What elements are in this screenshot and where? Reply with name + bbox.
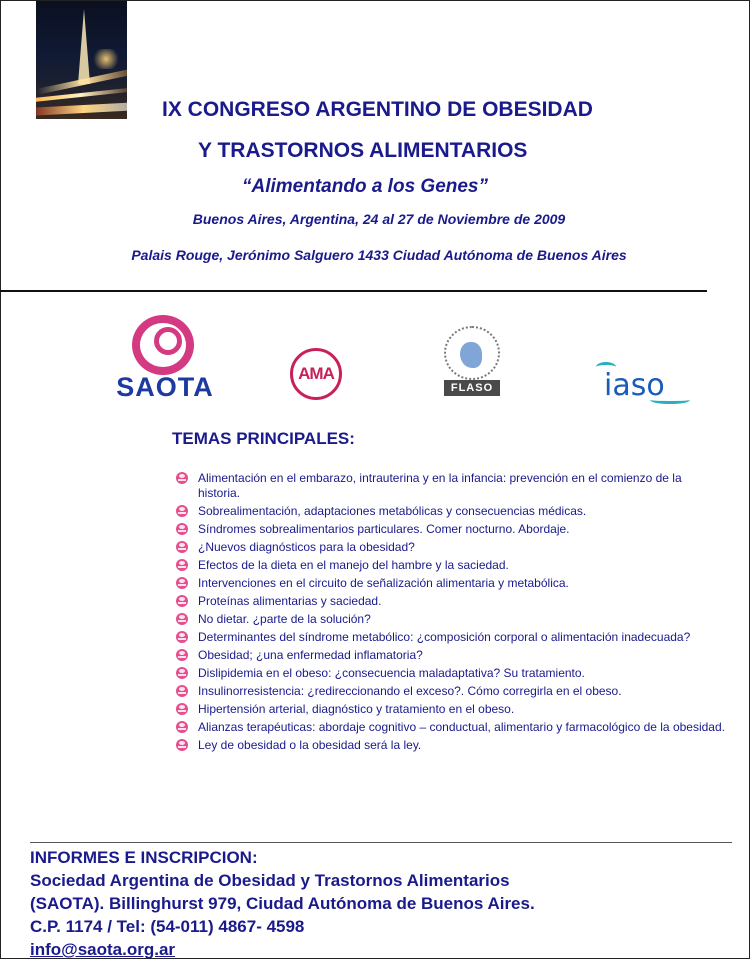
congress-title-line1: IX CONGRESO ARGENTINO DE OBESIDAD bbox=[162, 98, 593, 121]
contact-phone: C.P. 1174 / Tel: (54-011) 4867- 4598 bbox=[30, 917, 305, 936]
flaso-logo bbox=[440, 326, 505, 398]
pink-circle-bullet-icon bbox=[176, 472, 188, 484]
contact-organization: Sociedad Argentina de Obesidad y Trastornos Alimentarios bbox=[30, 871, 510, 890]
topic-text: Obesidad; ¿una enfermedad inflamatoria? bbox=[198, 648, 423, 662]
header-divider bbox=[0, 290, 707, 292]
topics-heading: TEMAS PRINCIPALES: bbox=[172, 429, 355, 448]
list-item bbox=[176, 702, 726, 717]
pink-circle-bullet-icon bbox=[176, 721, 188, 733]
topic-text: Efectos de la dieta en el manejo del hambre y la saciedad. bbox=[198, 558, 509, 572]
topic-text: Alimentación en el embarazo, intrauterina y en la infancia: prevención en el comienzo de la historia. bbox=[198, 471, 682, 500]
flaso-logo-text: FLASO bbox=[444, 380, 500, 396]
pink-circle-bullet-icon bbox=[176, 631, 188, 643]
topic-text: Proteínas alimentarias y saciedad. bbox=[198, 594, 382, 608]
topic-text: Intervenciones en el circuito de señalización alimentaria y metabólica. bbox=[198, 576, 569, 590]
iaso-logo bbox=[592, 362, 702, 410]
topic-text: Síndromes sobrealimentarios particulares. Comer nocturno. Abordaje. bbox=[198, 522, 570, 536]
list-item bbox=[176, 576, 726, 591]
list-item bbox=[176, 471, 726, 501]
saota-logo-text: SAOTA bbox=[116, 372, 214, 402]
list-item bbox=[176, 594, 726, 609]
pink-circle-bullet-icon bbox=[176, 577, 188, 589]
topic-text: ¿Nuevos diagnósticos para la obesidad? bbox=[198, 540, 415, 554]
contact-block bbox=[30, 846, 535, 959]
contact-email-link[interactable]: info@saota.org.ar bbox=[30, 940, 176, 959]
pink-circle-bullet-icon bbox=[176, 523, 188, 535]
saota-ring-icon bbox=[132, 315, 194, 375]
ama-logo-text: AMA bbox=[298, 364, 334, 383]
list-item bbox=[176, 666, 726, 681]
list-item bbox=[176, 558, 726, 573]
flaso-map-icon bbox=[460, 342, 482, 368]
topic-text: Determinantes del síndrome metabólico: ¿composición corporal o alimentación inadecuada? bbox=[198, 630, 691, 644]
contact-address: (SAOTA). Billinghurst 979, Ciudad Autónoma de Buenos Aires. bbox=[30, 894, 535, 913]
contact-heading: INFORMES E INSCRIPCION: bbox=[30, 848, 258, 867]
obelisk-night-photo bbox=[36, 1, 127, 119]
list-item bbox=[176, 540, 726, 555]
footer-divider bbox=[30, 842, 732, 843]
list-item bbox=[176, 684, 726, 699]
location-date: Buenos Aires, Argentina, 24 al 27 de Noviembre de 2009 bbox=[192, 211, 566, 227]
pink-circle-bullet-icon bbox=[176, 649, 188, 661]
list-item bbox=[176, 522, 726, 537]
topic-text: No dietar. ¿parte de la solución? bbox=[198, 612, 371, 626]
iaso-logo-text: iaso bbox=[604, 368, 665, 403]
pink-circle-bullet-icon bbox=[176, 595, 188, 607]
list-item bbox=[176, 612, 726, 627]
list-item bbox=[176, 648, 726, 663]
pink-circle-bullet-icon bbox=[176, 703, 188, 715]
venue-address: Palais Rouge, Jerónimo Salguero 1433 Ciudad Autónoma de Buenos Aires bbox=[131, 247, 627, 263]
list-item bbox=[176, 504, 726, 519]
congress-title-line2: Y TRASTORNOS ALIMENTARIOS bbox=[198, 139, 528, 162]
topic-text: Dislipidemia en el obeso: ¿consecuencia maladaptativa? Su tratamiento. bbox=[198, 666, 585, 680]
iaso-underline-icon bbox=[650, 396, 690, 404]
topic-text: Hipertensión arterial, diagnóstico y tratamiento en el obeso. bbox=[198, 702, 515, 716]
pink-circle-bullet-icon bbox=[176, 541, 188, 553]
congress-tagline: “Alimentando a los Genes” bbox=[242, 176, 488, 197]
pink-circle-bullet-icon bbox=[176, 505, 188, 517]
list-item bbox=[176, 630, 726, 645]
list-item bbox=[176, 738, 726, 753]
topic-text: Alianzas terapéuticas: abordaje cognitivo – conductual, alimentario y farmacológico de la obesidad. bbox=[198, 720, 725, 734]
ama-logo bbox=[290, 348, 342, 400]
topics-list bbox=[176, 471, 726, 756]
pink-circle-bullet-icon bbox=[176, 613, 188, 625]
topic-text: Ley de obesidad o la obesidad será la ley. bbox=[198, 738, 422, 752]
pink-circle-bullet-icon bbox=[176, 739, 188, 751]
topic-text: Insulinorresistencia: ¿redireccionando el exceso?. Cómo corregirla en el obeso. bbox=[198, 684, 622, 698]
pink-circle-bullet-icon bbox=[176, 667, 188, 679]
saota-logo bbox=[110, 312, 220, 404]
pink-circle-bullet-icon bbox=[176, 559, 188, 571]
list-item bbox=[176, 720, 726, 735]
pink-circle-bullet-icon bbox=[176, 685, 188, 697]
topic-text: Sobrealimentación, adaptaciones metabólicas y consecuencias médicas. bbox=[198, 504, 587, 518]
